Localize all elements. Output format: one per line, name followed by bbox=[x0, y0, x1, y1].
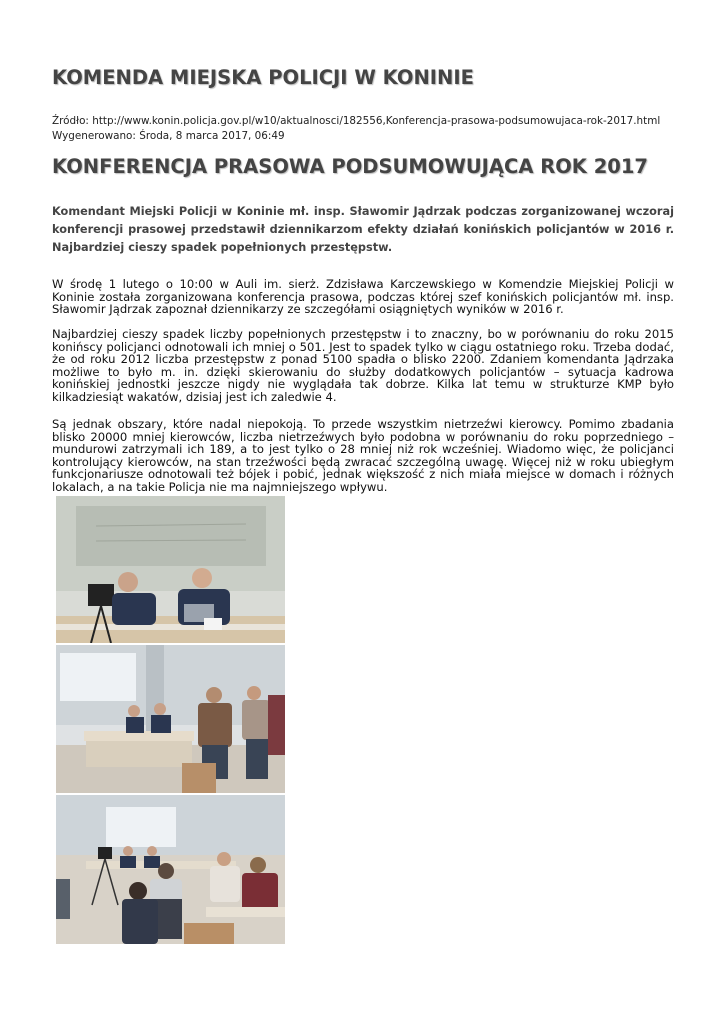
photo-press-conference-room bbox=[56, 645, 285, 793]
source-url: Źródło: http://www.konin.policja.gov.pl/w10/aktualnosci/182556,Konferencja-prasowa-podsumowujaca-rok-2017.html bbox=[52, 115, 661, 127]
article-paragraph: Są jednak obszary, które nadal niepokoją. To przede wszystkim nietrzeźwi kierowcy. Pomimo zbadania blisko 20000 mniej kierowców, liczba nietrzeźwych było podobna w porównaniu do roku poprzedniego – mundurowi zatrzymali ich 189, a to jest tylko o 28 mniej niż rok wcześniej. Wiadomo więc, że policjanci kontrolujący kierowców, na stan trzeźwości będą zwracać szczególną uwagę. Więcej niż w roku ubiegłym funkcjonariusze odnotowali też bójek i pobić, jednak większość z nich miała miejsce w domach i różnych lokalach, a na takie Policja nie ma najmniejszego wpływu. bbox=[52, 417, 674, 494]
article-title: KONFERENCJA PRASOWA PODSUMOWUJĄCA ROK 2017 bbox=[52, 155, 648, 178]
meta-info bbox=[52, 114, 660, 143]
generated-date: Wygenerowano: Środa, 8 marca 2017, 06:49 bbox=[52, 129, 285, 142]
article-paragraph: W środę 1 lutego o 10:00 w Auli im. sierż. Zdzisława Karczewskiego w Komendzie Miejskiej Policji w Koninie została zorganizowana konferencja prasowa, podczas której szef konińskich policjantów mł. insp. Sławomir Jądrzak zapoznał dziennikarzy ze szczegółami osiągniętych wyników w 2016 r. bbox=[52, 277, 674, 317]
photo-press-conference-speakers bbox=[56, 496, 285, 643]
photo-press-conference-audience bbox=[56, 795, 285, 944]
article-lead: Komendant Miejski Policji w Koninie mł. insp. Sławomir Jądrzak podczas zorganizowanej wczoraj konferencji prasowej przedstawił dziennikarzom efekty działań konińskich policjantów w 2016 r. Najbardziej cieszy spadek popełnionych przestępstw. bbox=[52, 205, 674, 255]
site-title: KOMENDA MIEJSKA POLICJI W KONINIE bbox=[52, 66, 474, 89]
article-paragraph: Najbardziej cieszy spadek liczby popełnionych przestępstw i to znaczny, bo w porównaniu do roku 2015 konińscy policjanci odnotowali ich mniej o 501. Jest to spadek tylko w ciągu ostatniego roku. Trzeba dodać, że od roku 2012 liczba przestępstw z ponad 5100 spadła o blisko 2200. Zdaniem komendanta Jądrzaka możliwe to było m. in. dzięki skierowaniu do służby dodatkowych policjantów – sytuacja kadrowa konińskiej jednostki jeszcze nigdy nie wyglądała tak dobrze. Kilka lat temu w strukturze KMP było kilkadziesiąt wakatów, dzisiaj jest ich zaledwie 4. bbox=[52, 327, 674, 404]
